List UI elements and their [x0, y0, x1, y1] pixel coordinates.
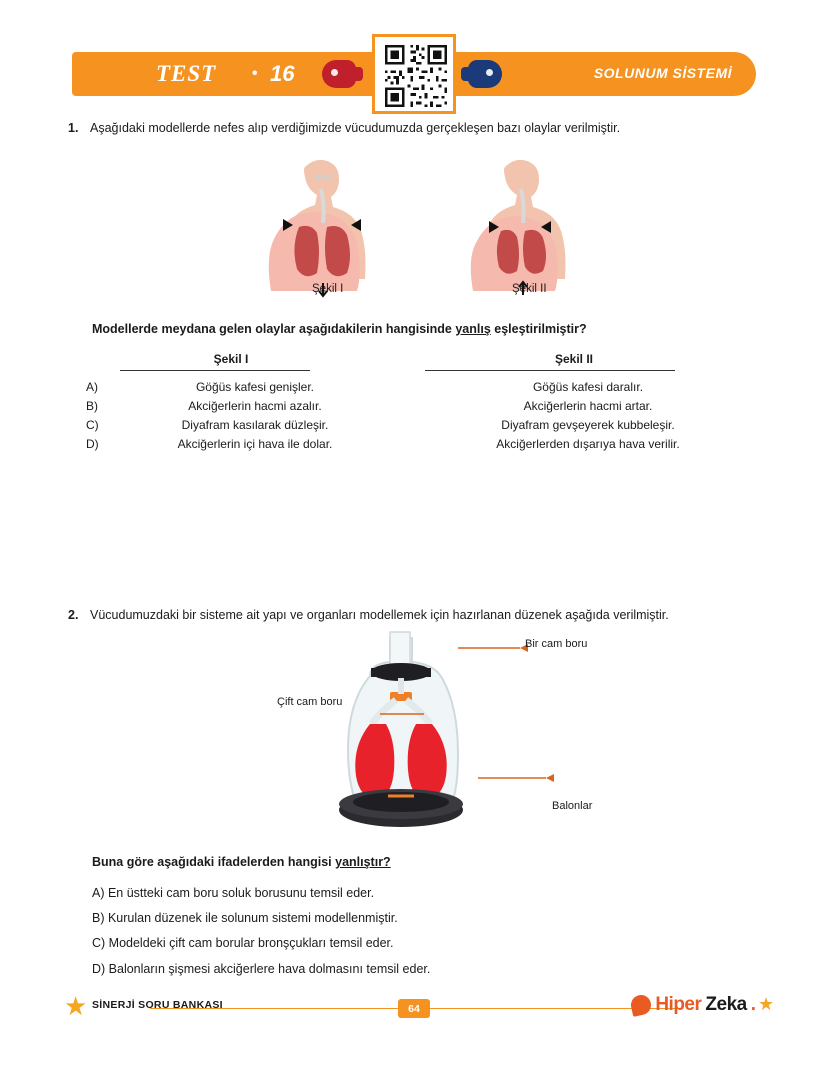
- page-number: 64: [398, 999, 430, 1018]
- option-label-d: D): [86, 436, 99, 451]
- option-a-sekil-2: Göğüs kafesi daralır.: [532, 379, 644, 394]
- question-2-option-a[interactable]: A) En üstteki cam boru soluk borusunu temsil eder.: [92, 886, 375, 900]
- respiration-figures: [265, 155, 605, 300]
- option-b-sekil-2: Akciğerlerin hacmi artar.: [523, 398, 653, 413]
- callout-label-double-tube: Çift cam boru: [277, 696, 343, 708]
- callout-lines: [380, 630, 600, 820]
- test-number: 16: [270, 61, 295, 86]
- question-1-prompt-before: Modellerde meydana gelen olaylar aşağıdakilerin hangisinde: [92, 322, 456, 336]
- option-a-sekil-1: Göğüs kafesi genişler.: [195, 379, 315, 394]
- option-d-sekil-1: Akciğerlerin içi hava ile dolar.: [177, 436, 333, 451]
- brand-name-first: Hiper: [655, 994, 702, 1015]
- brand-name-second: Zeka: [705, 994, 747, 1015]
- column-header-sekil-1: Şekil I: [213, 352, 249, 366]
- table-row[interactable]: [86, 415, 756, 434]
- question-1-prompt: [92, 322, 587, 336]
- test-label: TEST: [156, 61, 217, 86]
- callout-label-top-tube: Bir cam boru: [525, 638, 588, 650]
- table-row[interactable]: [86, 396, 756, 415]
- option-label-b: B): [86, 398, 98, 413]
- brand-logo: [631, 994, 756, 1016]
- option-label-a: A): [86, 379, 98, 394]
- question-2-number: 2.: [68, 608, 79, 622]
- star-icon: ★: [758, 994, 775, 1014]
- column-header-sekil-2: Şekil II: [554, 352, 594, 366]
- question-1-prompt-after: eşleştirilmiştir?: [490, 322, 587, 336]
- boxing-glove-red-icon: [322, 60, 356, 88]
- question-2-option-b[interactable]: B) Kurulan düzenek ile solunum sistemi modellenmiştir.: [92, 911, 398, 925]
- brand-dot: .: [750, 994, 756, 1015]
- question-2-prompt-before: Buna göre aşağıdaki ifadelerden hangisi: [92, 855, 336, 869]
- option-b-sekil-1: Akciğerlerin hacmi azalır.: [188, 398, 322, 413]
- option-c-sekil-2: Diyafram gevşeyerek kubbeleşir.: [501, 417, 675, 432]
- question-1-text: Aşağıdaki modellerde nefes alıp verdiğimizde vücudumuzda gerçekleşen bazı olaylar verilmiştir.: [90, 121, 621, 135]
- question-2-prompt-emphasis: yanlıştır?: [335, 855, 391, 869]
- question-1-number: 1.: [68, 121, 79, 135]
- leaf-icon: [629, 993, 653, 1017]
- figure-1-caption: Şekil I: [312, 283, 344, 295]
- question-2-text: Vücudumuzdaki bir sisteme ait yapı ve organları modellemek için hazırlanan düzenek aşağıda verilmiştir.: [90, 608, 669, 622]
- footer-book-title: SİNERJİ SORU BANKASI: [92, 999, 223, 1011]
- test-header: [72, 52, 756, 96]
- question-1-prompt-emphasis: yanlış: [455, 322, 491, 336]
- question-1-options-table: [86, 352, 756, 453]
- question-2-option-c[interactable]: C) Modeldeki çift cam borular bronşçukları temsil eder.: [92, 936, 394, 950]
- callout-label-balloons: Balonlar: [552, 800, 593, 812]
- option-d-sekil-2: Akciğerlerden dışarıya hava verilir.: [496, 436, 680, 451]
- star-icon: ★: [64, 991, 88, 1021]
- table-row[interactable]: [86, 434, 756, 453]
- qr-code-icon[interactable]: [372, 34, 456, 114]
- option-label-c: C): [86, 417, 99, 432]
- unit-title: SOLUNUM SİSTEMİ: [593, 65, 732, 81]
- option-c-sekil-1: Diyafram kasılarak düzleşir.: [181, 417, 329, 432]
- question-2-prompt: [92, 855, 391, 869]
- options-header-row: [86, 352, 756, 369]
- table-row[interactable]: [86, 377, 756, 396]
- question-2-option-d[interactable]: D) Balonların şişmesi akciğerlere hava dolmasını temsil eder.: [92, 962, 431, 976]
- boxing-glove-blue-icon: [468, 60, 502, 88]
- header-separator-dot: •: [252, 65, 258, 82]
- figure-2-caption: Şekil II: [512, 283, 547, 295]
